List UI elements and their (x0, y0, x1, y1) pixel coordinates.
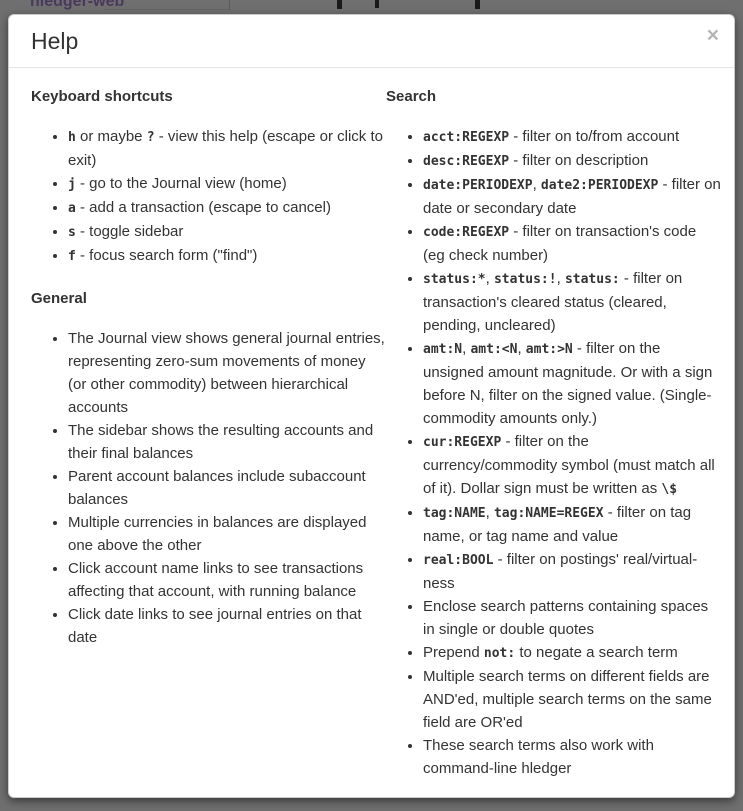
code-term: cur:REGEXP (423, 435, 502, 450)
list-item: • acct:REGEXP - filter on to/from account (423, 125, 722, 149)
list-item: • real:BOOL - filter on postings' real/virtual-ness (423, 548, 722, 595)
close-icon[interactable]: × (706, 24, 719, 47)
list-item: • desc:REGEXP - filter on description (423, 149, 722, 173)
code-term: a (68, 201, 76, 216)
code-term: tag:NAME (423, 506, 486, 521)
code-term: real:BOOL (423, 553, 494, 568)
list-item: • Click account name links to see transactions affecting that account, with running balance (68, 557, 386, 603)
code-term: amt:>N (525, 342, 573, 357)
code-term: \$ (661, 482, 678, 497)
code-term: status:! (493, 272, 557, 287)
list-item: • code:REGEXP - filter on transaction's code (eg check number) (423, 220, 722, 267)
list-item: • f - focus search form ("find") (68, 244, 386, 268)
general-list (31, 327, 386, 649)
list-item: • Parent account balances include subaccount balances (68, 465, 386, 511)
list-item: • These search terms also work with command-line hledger (423, 734, 722, 780)
code-term: amt:<N (470, 342, 518, 357)
list-item: • s - toggle sidebar (68, 220, 386, 244)
code-term: date2:PERIODEXP (540, 178, 659, 193)
list-item: • a - add a transaction (escape to cancel) (68, 196, 386, 220)
list-item: • j - go to the Journal view (home) (68, 172, 386, 196)
list-item: • Multiple search terms on different fields are AND'ed, multiple search terms on the same field are OR'ed (423, 665, 722, 734)
list-item: • The sidebar shows the resulting accounts and their final balances (68, 419, 386, 465)
modal-body (9, 68, 734, 800)
code-term: status:* (423, 272, 486, 287)
list-item: • tag:NAME, tag:NAME=REGEX - filter on tag name, or tag name and value (423, 501, 722, 548)
modal-header (9, 15, 734, 68)
help-modal (8, 14, 735, 798)
code-term: s (68, 225, 76, 240)
search-list (386, 125, 722, 780)
modal-title: Help (31, 28, 79, 54)
list-item: • Prepend not: to negate a search term (423, 641, 722, 665)
list-item: • The Journal view shows general journal entries, representing zero-sum movements of money (or other commodity) between hierarchical accounts (68, 327, 386, 419)
help-right-column (386, 88, 722, 780)
section-heading-search: Search (386, 88, 437, 105)
section-heading-general: General (31, 290, 87, 307)
code-term: acct:REGEXP (423, 130, 510, 145)
section-heading-keyboard-shortcuts: Keyboard shortcuts (31, 88, 173, 105)
code-term: tag:NAME=REGEX (493, 506, 604, 521)
list-item: • amt:N, amt:<N, amt:>N - filter on the unsigned amount magnitude. Or with a sign before N, filter on the signed value. (Single-commodity amounts only.) (423, 337, 722, 430)
code-term: code:REGEXP (423, 225, 510, 240)
code-term: ? (146, 130, 155, 145)
list-item: • cur:REGEXP - filter on the currency/commodity symbol (must match all of it). Dollar sign must be written as \$ (423, 430, 722, 501)
keyboard-shortcuts-list (31, 125, 386, 268)
list-item: • status:*, status:!, status: - filter on transaction's cleared status (cleared, pending, uncleared) (423, 267, 722, 337)
list-item: • Click date links to see journal entries on that date (68, 603, 386, 649)
code-term: f (68, 249, 76, 264)
code-term: date:PERIODEXP (423, 178, 533, 193)
code-term: amt:N (423, 342, 463, 357)
list-item: • Enclose search patterns containing spaces in single or double quotes (423, 595, 722, 641)
list-item: • Multiple currencies in balances are displayed one above the other (68, 511, 386, 557)
code-term: desc:REGEXP (423, 154, 510, 169)
code-term: h (68, 130, 76, 145)
list-item: • h or maybe ? - view this help (escape or click to exit) (68, 125, 386, 172)
list-item: • date:PERIODEXP, date2:PERIODEXP - filter on date or secondary date (423, 173, 722, 220)
code-term: j (68, 177, 76, 192)
code-term: status: (564, 272, 620, 287)
code-term: not: (483, 646, 516, 661)
help-left-column (31, 88, 386, 780)
